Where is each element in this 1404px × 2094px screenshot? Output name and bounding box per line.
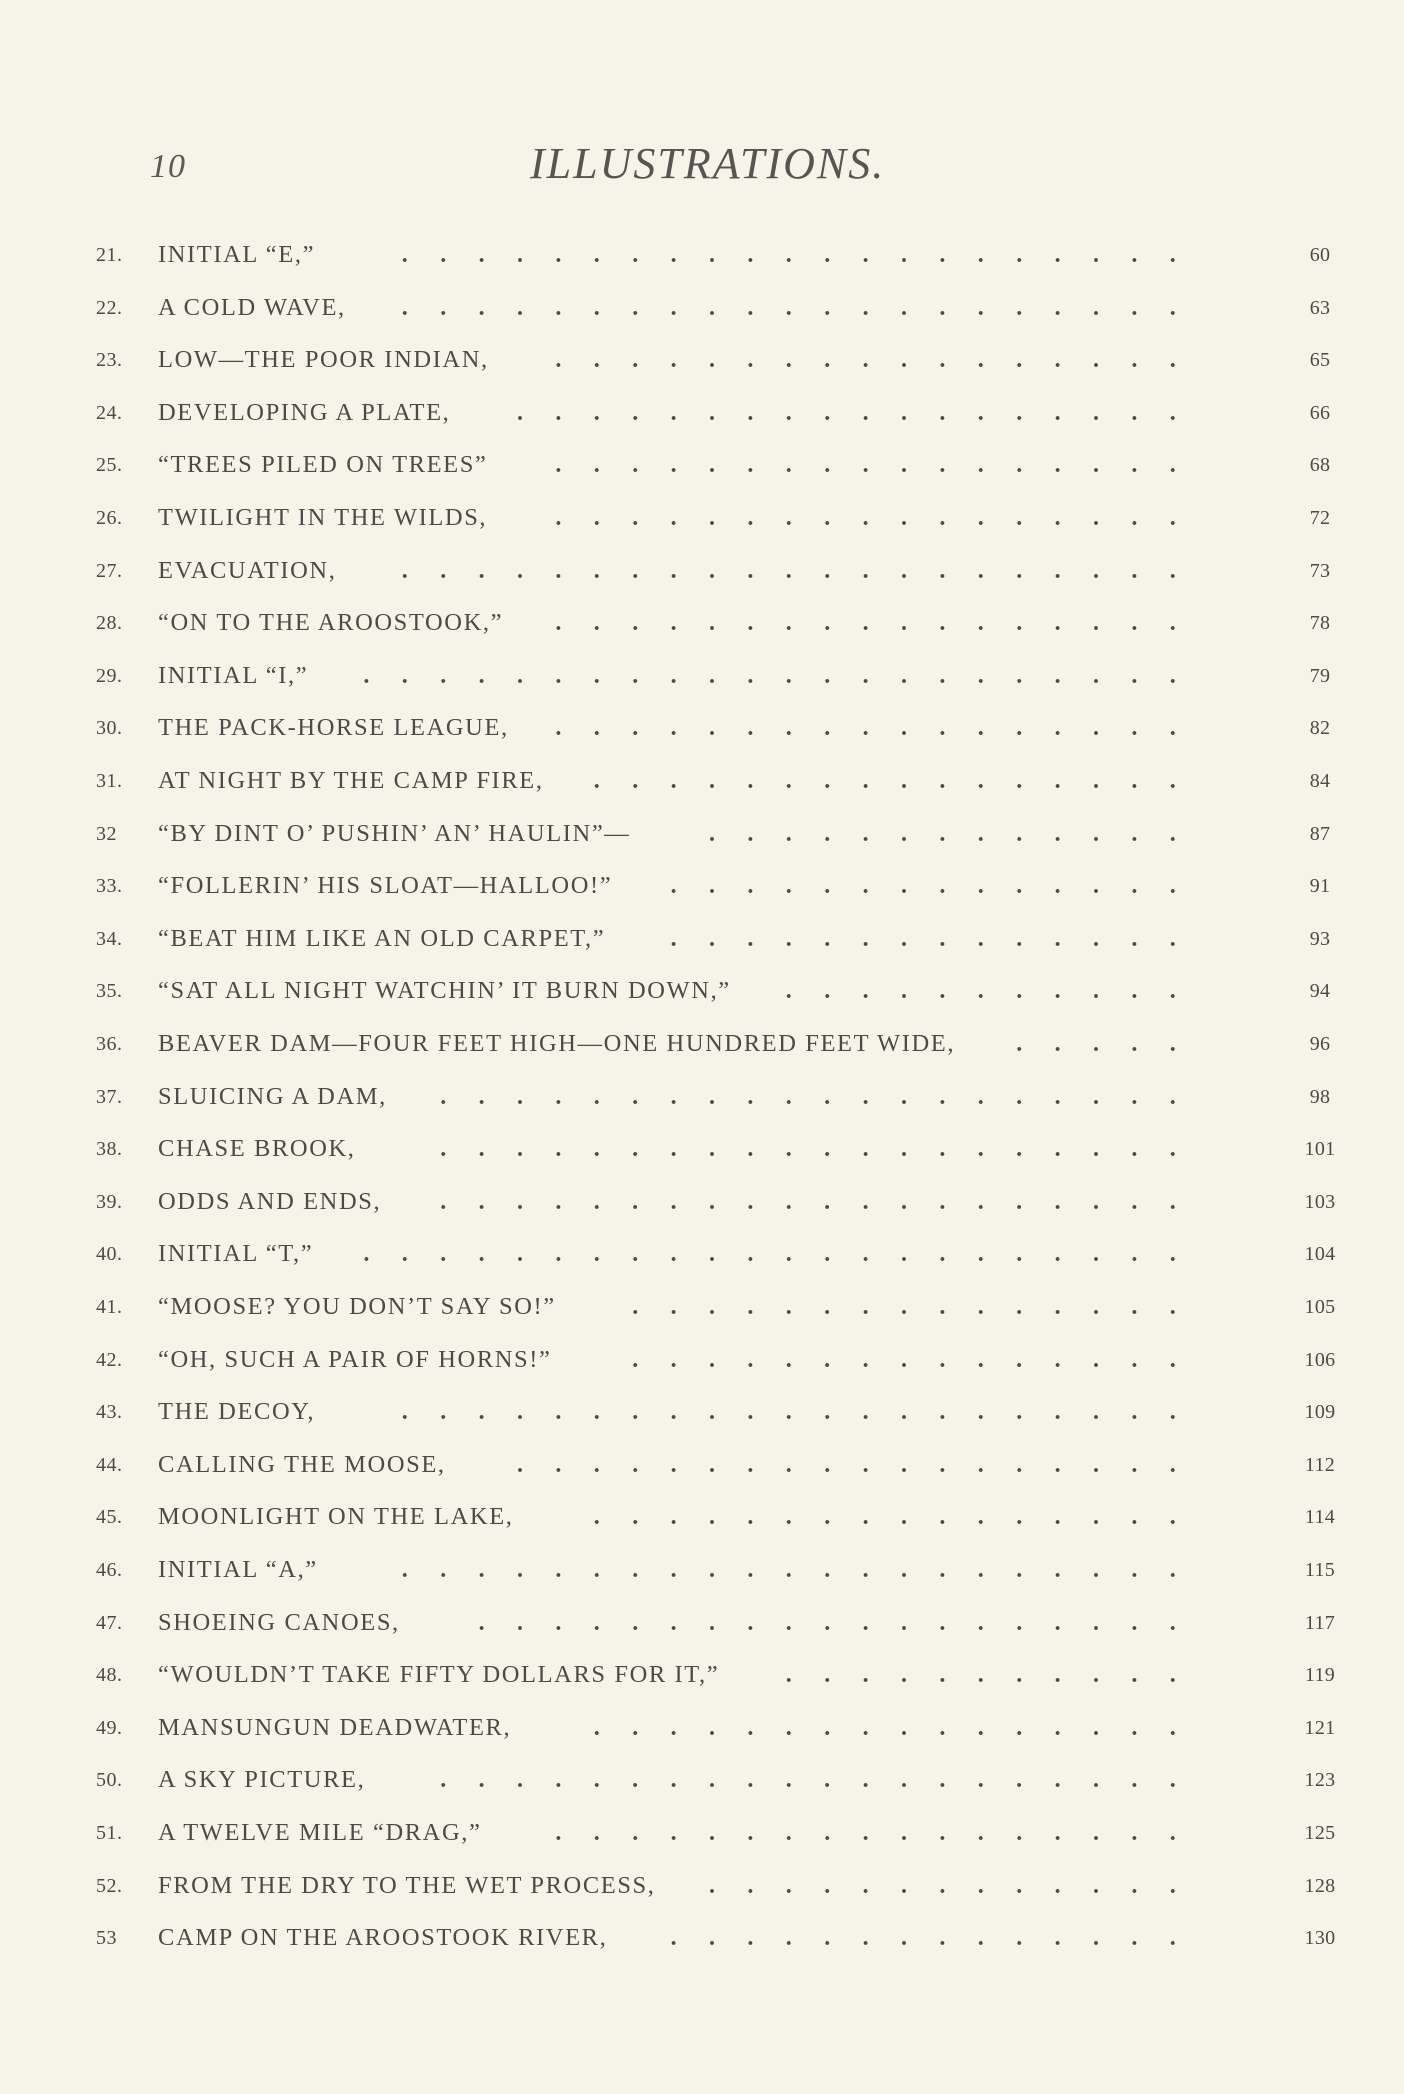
list-item: [0, 1282, 1404, 1332]
entry-number: 30.: [96, 717, 123, 740]
list-item: [0, 598, 1404, 648]
entry-page-number: 105: [1304, 1296, 1336, 1318]
entry-number: 39.: [96, 1190, 123, 1213]
entry-title: “SAT ALL NIGHT WATCHIN’ IT BURN DOWN,”: [158, 977, 731, 1005]
entry-title: BEAVER DAM—FOUR FEET HIGH—ONE HUNDRED FEET WIDE,: [158, 1030, 956, 1057]
entry-page-number: 106: [1304, 1348, 1336, 1371]
list-item: [0, 388, 1404, 438]
entry-page-number: 128: [1304, 1874, 1336, 1897]
list-item: [0, 1177, 1404, 1227]
entry-page-number: 91: [1309, 875, 1331, 898]
entry-title: ODDS AND ENDS,: [158, 1187, 382, 1215]
list-item: [0, 1387, 1404, 1437]
entry-page-number: 94: [1309, 980, 1331, 1003]
entry-number: 24.: [96, 401, 123, 424]
dot-leader: . . . . . . . . . . . . . . . . . . . .: [440, 1136, 1189, 1163]
entry-title: “FOLLERIN’ HIS SLOAT—HALLOO!”: [158, 872, 613, 900]
entry-number: 21.: [96, 244, 123, 266]
entry-title: TWILIGHT IN THE WILDS,: [158, 504, 488, 531]
entry-title: AT NIGHT BY THE CAMP FIRE,: [158, 767, 544, 794]
list-item: [0, 1440, 1404, 1490]
entry-page-number: 73: [1309, 559, 1331, 582]
dot-leader: . . . . . . . . . . . . . .: [670, 873, 1189, 900]
entry-title: A COLD WAVE,: [158, 293, 346, 321]
dot-leader: . . . . . . . . . . . . . . . . .: [555, 1820, 1189, 1846]
list-item: [0, 756, 1404, 806]
dot-leader: . . . . . . . . . . . . . . . .: [593, 1714, 1189, 1741]
entry-page-number: 103: [1304, 1190, 1336, 1213]
dot-leader: . . . . . . . . . . . . . .: [670, 925, 1189, 952]
entry-number: 47.: [96, 1611, 123, 1634]
entry-number: 27.: [96, 559, 123, 582]
entry-title: MOONLIGHT ON THE LAKE,: [158, 1503, 514, 1531]
dot-leader: . . . . . . . . . . . . . . . . .: [555, 610, 1189, 637]
dot-leader: . . . . . . . . . . .: [785, 978, 1189, 1005]
dot-leader: . . . . . . . . . . . . . . . . . .: [517, 399, 1189, 426]
list-item: [0, 230, 1404, 280]
entry-number: 50.: [96, 1769, 123, 1792]
list-item: [0, 493, 1404, 543]
entry-number: 40.: [96, 1243, 123, 1266]
entry-page-number: 82: [1309, 717, 1331, 740]
entry-page-number: 68: [1309, 454, 1331, 477]
dot-leader: . . . . . . . . . . . . . . . . .: [555, 715, 1189, 742]
entry-number: 29.: [96, 664, 123, 687]
entry-page-number: 125: [1304, 1822, 1336, 1844]
list-item: [0, 440, 1404, 490]
entry-page-number: 60: [1309, 244, 1331, 266]
dot-leader: . . . . . . . . . . . . . . . . . . . .: [440, 1188, 1189, 1215]
running-title: ILLUSTRATIONS.: [530, 139, 886, 188]
entry-page-number: 117: [1304, 1611, 1336, 1634]
dot-leader: . . . . . . . . . . . . . . . . . . .: [478, 1609, 1189, 1636]
entry-title: “BY DINT O’ PUSHIN’ AN’ HAULIN”—: [158, 819, 631, 847]
list-item: [0, 809, 1404, 859]
dot-leader: . . . . . . . . . . . . . . . . . .: [517, 1451, 1189, 1478]
dot-leader: . . . . . . . . . . . . . . . .: [593, 1504, 1189, 1531]
entry-page-number: 93: [1309, 927, 1331, 950]
entry-number: 48.: [96, 1664, 123, 1687]
dot-leader: . . . . . . . . . . . . . . . . .: [555, 505, 1189, 531]
entry-page-number: 115: [1304, 1559, 1336, 1581]
entry-number: 49.: [96, 1716, 123, 1739]
entry-title: MANSUNGUN DEADWATER,: [158, 1713, 512, 1741]
dot-leader: . . . . . . . . . . . . . . . . . . . . .: [401, 1399, 1189, 1426]
dot-leader: . . . . . . . . . . . . . . . . . . . . .: [401, 557, 1189, 584]
dot-leader: . . . . .: [1016, 1031, 1189, 1057]
dot-leader: . . . . . . . . . . . . .: [709, 820, 1189, 847]
list-item: [0, 1808, 1404, 1858]
list-item: [0, 1650, 1404, 1700]
dot-leader: . . . . . . . . . . . . . . . .: [593, 768, 1189, 794]
list-item: [0, 966, 1404, 1016]
list-item: [0, 651, 1404, 701]
list-item: [0, 1755, 1404, 1805]
entry-number: 42.: [96, 1348, 123, 1371]
entry-number: 44.: [96, 1453, 123, 1476]
entry-title: CAMP ON THE AROOSTOOK RIVER,: [158, 1924, 608, 1952]
list-item: [0, 1545, 1404, 1595]
entry-page-number: 63: [1309, 296, 1331, 319]
entry-page-number: 65: [1309, 349, 1331, 372]
entry-number: 38.: [96, 1138, 123, 1161]
list-item: [0, 1913, 1404, 1963]
list-item: [0, 1124, 1404, 1174]
entry-title: “ON TO THE AROOSTOOK,”: [158, 609, 504, 637]
entry-title: INITIAL “T,”: [158, 1240, 314, 1268]
list-item: [0, 1861, 1404, 1911]
entry-page-number: 66: [1309, 401, 1331, 424]
entry-page-number: 84: [1309, 770, 1331, 792]
page-header: [0, 138, 1404, 194]
entry-number: 33.: [96, 875, 123, 898]
entry-title: THE DECOY,: [158, 1398, 316, 1426]
entry-title: INITIAL “E,”: [158, 241, 316, 268]
entry-page-number: 119: [1304, 1664, 1336, 1687]
dot-leader: . . . . . . . . . . . . . . . . . . . . .: [401, 294, 1189, 321]
entry-page-number: 101: [1304, 1138, 1336, 1161]
dot-leader: . . . . . . . . . . . . . . . . . . . .: [440, 1083, 1189, 1110]
entry-page-number: 79: [1309, 664, 1331, 687]
entry-title: DEVELOPING A PLATE,: [158, 398, 451, 426]
entry-number: 36.: [96, 1033, 123, 1055]
entry-number: 53: [96, 1927, 117, 1950]
dot-leader: . . . . . . . . . . . . . . .: [632, 1346, 1189, 1373]
list-item: [0, 861, 1404, 911]
entry-title: “OH, SUCH A PAIR OF HORNS!”: [158, 1345, 552, 1373]
entry-title: FROM THE DRY TO THE WET PROCESS,: [158, 1871, 656, 1899]
entry-page-number: 98: [1309, 1085, 1331, 1108]
dot-leader: . . . . . . . . . . . . . . . . . . . . . .: [363, 1241, 1189, 1268]
list-item: [0, 335, 1404, 385]
entry-number: 25.: [96, 454, 123, 477]
dot-leader: . . . . . . . . . . .: [785, 1662, 1189, 1689]
list-item: [0, 1703, 1404, 1753]
entry-number: 35.: [96, 980, 123, 1003]
entry-title: INITIAL “A,”: [158, 1556, 318, 1583]
dot-leader: . . . . . . . . . . . . . . .: [632, 1294, 1189, 1320]
entry-number: 26.: [96, 507, 123, 529]
entry-number: 31.: [96, 770, 123, 792]
dot-leader: . . . . . . . . . . . . . .: [670, 1925, 1189, 1952]
entry-page-number: 96: [1309, 1033, 1331, 1055]
entry-number: 41.: [96, 1296, 123, 1318]
entry-number: 52.: [96, 1874, 123, 1897]
entry-title: “WOULDN’T TAKE FIFTY DOLLARS FOR IT,”: [158, 1661, 720, 1689]
entry-page-number: 130: [1304, 1927, 1336, 1950]
entry-number: 22.: [96, 296, 123, 319]
dot-leader: . . . . . . . . . . . . . . . . . . . . .: [401, 1557, 1189, 1583]
entry-title: THE PACK-HORSE LEAGUE,: [158, 714, 509, 742]
entry-title: “MOOSE? YOU DON’T SAY SO!”: [158, 1293, 556, 1320]
entry-title: A SKY PICTURE,: [158, 1766, 366, 1794]
list-item: [0, 1492, 1404, 1542]
entry-number: 23.: [96, 349, 123, 372]
dot-leader: . . . . . . . . . . . . . . . . .: [555, 347, 1189, 374]
list-item: [0, 914, 1404, 964]
entry-title: INITIAL “I,”: [158, 661, 309, 689]
list-item: [0, 1229, 1404, 1279]
entry-title: SLUICING A DAM,: [158, 1082, 387, 1110]
dot-leader: . . . . . . . . . . . . . . . . .: [555, 452, 1189, 479]
list-item: [0, 283, 1404, 333]
entry-page-number: 78: [1309, 612, 1331, 635]
entry-title: EVACUATION,: [158, 556, 337, 584]
dot-leader: . . . . . . . . . . . . . . . . . . . . . .: [363, 662, 1189, 689]
entry-page-number: 112: [1304, 1453, 1336, 1476]
list-item: [0, 1598, 1404, 1648]
entry-title: CALLING THE MOOSE,: [158, 1450, 446, 1478]
entry-number: 32: [96, 822, 117, 845]
entry-page-number: 104: [1304, 1243, 1336, 1266]
entry-page-number: 87: [1309, 822, 1331, 845]
entry-number: 37.: [96, 1085, 123, 1108]
list-item: [0, 1335, 1404, 1385]
dot-leader: . . . . . . . . . . . . .: [709, 1872, 1189, 1899]
list-item: [0, 1072, 1404, 1122]
entry-number: 51.: [96, 1822, 123, 1844]
list-item: [0, 546, 1404, 596]
entry-number: 28.: [96, 612, 123, 635]
entry-page-number: 121: [1304, 1716, 1336, 1739]
list-item: [0, 1019, 1404, 1069]
entry-number: 34.: [96, 927, 123, 950]
list-item: [0, 703, 1404, 753]
entry-number: 46.: [96, 1559, 123, 1581]
entry-title: A TWELVE MILE “DRAG,”: [158, 1819, 482, 1846]
entry-page-number: 123: [1304, 1769, 1336, 1792]
entry-page-number: 109: [1304, 1401, 1336, 1424]
entry-number: 45.: [96, 1506, 123, 1529]
entry-page-number: 72: [1309, 507, 1331, 529]
entry-title: “BEAT HIM LIKE AN OLD CARPET,”: [158, 924, 606, 952]
entry-title: “TREES PILED ON TREES”: [158, 451, 488, 479]
dot-leader: . . . . . . . . . . . . . . . . . . . .: [440, 1767, 1189, 1794]
entry-title: CHASE BROOK,: [158, 1135, 356, 1163]
entry-number: 43.: [96, 1401, 123, 1424]
page-number: 10: [150, 148, 186, 185]
dot-leader: . . . . . . . . . . . . . . . . . . . . .: [401, 242, 1189, 268]
entry-title: SHOEING CANOES,: [158, 1608, 400, 1636]
entry-title: LOW—THE POOR INDIAN,: [158, 346, 489, 374]
entry-page-number: 114: [1304, 1506, 1336, 1529]
